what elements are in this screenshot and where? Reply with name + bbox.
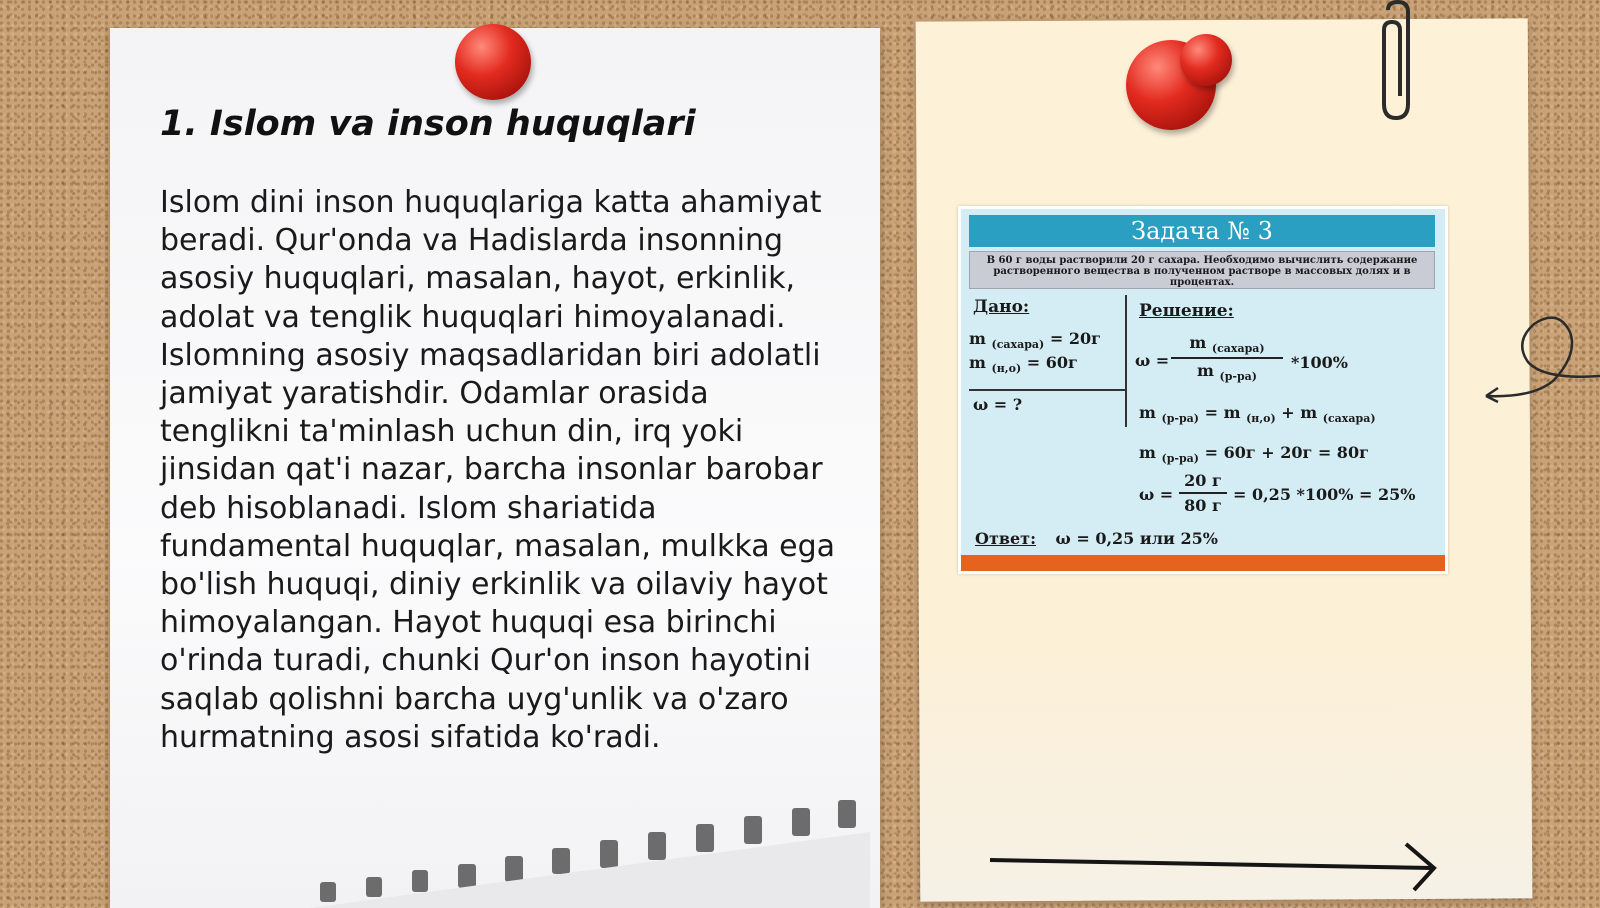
- answer-label: Ответ:: [975, 529, 1036, 548]
- answer: [975, 529, 1218, 548]
- task-card: [958, 206, 1448, 574]
- formula2: m $_{(р-ра)}$ = m $_{(н,о)}$ + m $_{(сахара)}$: [1139, 403, 1376, 426]
- formula1-fraction: m $_{(сахара)}$ m $_{(р-ра)}$: [1171, 333, 1283, 383]
- formula4-lhs: ω =: [1139, 485, 1174, 504]
- find-omega: ω = ?: [973, 395, 1023, 414]
- given-sugar-mass: m $_{(сахара)}$ = 20г: [969, 329, 1101, 352]
- spiral-binding-decoration: [310, 792, 870, 908]
- arrow-right-icon: [988, 840, 1448, 892]
- formula1-lhs: ω =: [1135, 351, 1170, 370]
- formula1-factor: *100%: [1291, 353, 1348, 372]
- red-push-pin-icon: [455, 24, 531, 100]
- task-description: В 60 г воды растворили 20 г сахара. Необходимо вычислить содержание растворенного вещества в полученном растворе в массовых долях и в процентах.: [969, 251, 1435, 289]
- answer-value: ω = 0,25 или 25%: [1055, 529, 1218, 548]
- given-label: Дано:: [973, 297, 1030, 317]
- formula3: m $_{(р-ра)}$ = 60г + 20г = 80г: [1139, 443, 1369, 466]
- given-water-mass: m $_{(н,о)}$ = 60г: [969, 353, 1078, 376]
- task-title: Задача № 3: [969, 215, 1435, 247]
- string-loop-decoration: [1484, 310, 1600, 404]
- body-paragraph: Islom dini inson huquqlariga katta ahamiyat beradi. Qur'onda va Hadislarda insonning asosiy huquqlari, masalan, hayot, erkinlik, adolat va tenglik huquqlari himoyalanadi. Islomning asosiy maqsadlaridan biri adolatli jamiyat yaratishdir. Odamlar orasida tenglikni ta'minlash uchun din, irq yoki jinsidan qat'i nazar, barcha insonlar barobar deb hisoblanadi. Islom shariatida fundamental huquqlar, masalan, mulkka ega bo'lish huquqi, diniy erkinlik va oilaviy hayot himoyalangan. Hayot huquqi esa birinchi o'rinda turadi, chunki Qur'on inson hayotini saqlab qolishni barcha uyg'unlik va o'zaro hurmatning asosi sifatida ko'radi.: [160, 185, 835, 755]
- formula4-rest: = 0,25 *100% = 25%: [1233, 485, 1416, 504]
- formula4-fraction: 20 г 80 г: [1179, 471, 1227, 515]
- slide-title: 1. Islom va inson huquqlari: [160, 104, 696, 144]
- table-vertical-divider: [1125, 295, 1127, 427]
- solution-label: Решение:: [1139, 301, 1234, 321]
- paperclip-icon: [1376, 0, 1416, 124]
- red-push-pin-highlight-icon: [1180, 34, 1232, 86]
- table-horizontal-divider: [969, 389, 1126, 391]
- answer-bar: [961, 555, 1445, 571]
